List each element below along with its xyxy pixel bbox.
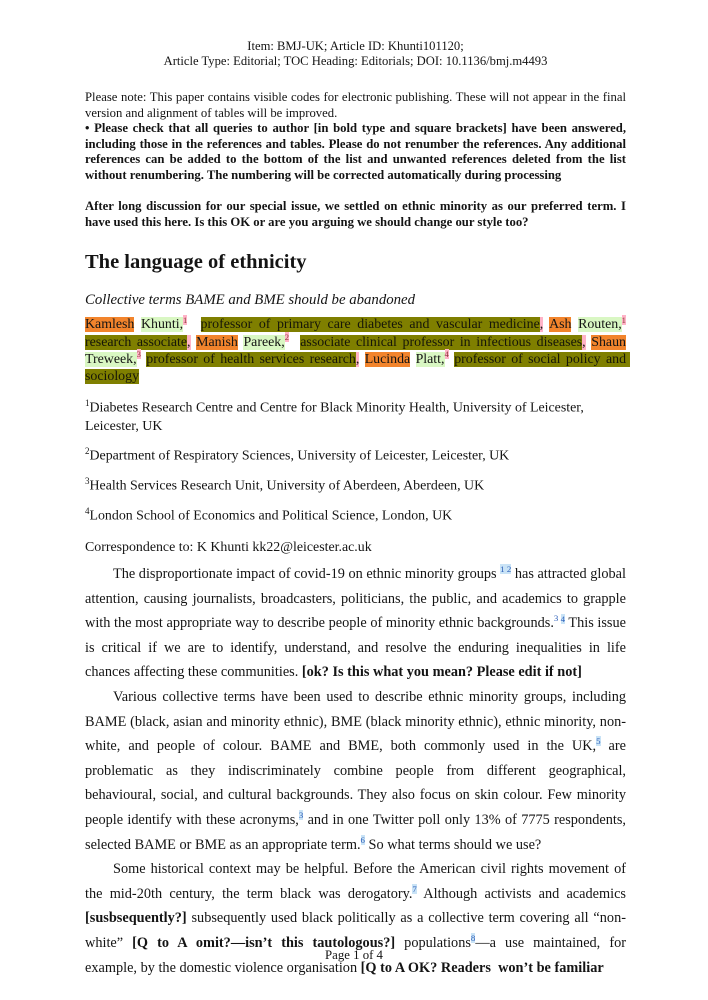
highlighted-text: professor of primary care diabetes and vascular medicine bbox=[200, 317, 540, 333]
highlighted-text: , bbox=[582, 334, 586, 350]
highlighted-text: Khunti, bbox=[140, 317, 184, 333]
highlighted-text: professor of health services research bbox=[146, 352, 356, 367]
text-run: This issue is critical if we are to identify, understand, and resolve the enduring inequalities in life chances affecting these communities. bbox=[85, 615, 630, 681]
text-run: has attracted global attention, causing journalists, broadcasters, politicians, the public, and academics to grapple with the most appropriate way to describe people of minority ethnic backgrounds. bbox=[85, 566, 630, 632]
highlighted-text: research associate bbox=[85, 334, 188, 350]
affiliation-3 bbox=[85, 472, 626, 496]
reference-superscript: 4 bbox=[444, 349, 449, 360]
publisher-note-normal: Please note: This paper contains visible codes for electronic publishing. These will not appear in the final version and alignment of tables will be improved. bbox=[85, 90, 626, 120]
reference-superscript: 3 bbox=[553, 613, 561, 624]
meta-line-1: Item: BMJ-UK; Article ID: Khunti101120; bbox=[247, 39, 464, 53]
text-run: So what terms should we use? bbox=[364, 836, 542, 853]
article-title: The language of ethnicity bbox=[85, 251, 307, 274]
page-number: Page 1 of 4 bbox=[325, 948, 383, 962]
reference-superscript: 7 bbox=[412, 884, 417, 895]
reference-superscript: 4 bbox=[560, 613, 566, 624]
document-content bbox=[85, 0, 630, 980]
document-meta-header bbox=[85, 39, 626, 69]
highlighted-text: Platt, bbox=[415, 352, 445, 367]
highlighted-text: Manish bbox=[196, 334, 238, 350]
correspondence-line: Correspondence to: K Khunti kk22@leicester.ac.uk bbox=[85, 539, 372, 555]
text-run: populations bbox=[395, 935, 471, 951]
reference-superscript: 3 bbox=[136, 349, 141, 360]
highlighted-text: Routen, bbox=[578, 317, 622, 333]
reference-superscript: 1 bbox=[621, 314, 626, 325]
affiliation-4-text: London School of Economics and Political Science, London, UK bbox=[89, 509, 453, 525]
reference-superscript: 6 bbox=[360, 834, 365, 845]
text-run: Some historical context may be helpful. Before the American civil rights movement of the mid-20th century, the term black was derogatory. bbox=[85, 861, 630, 902]
affiliation-4 bbox=[85, 502, 626, 526]
affiliation-2-number: 2 bbox=[85, 446, 90, 457]
author-byline bbox=[85, 314, 630, 385]
reference-superscript: 8 bbox=[470, 933, 476, 944]
highlighted-text: [Q to A omit?—isn’t this tautologous?] bbox=[132, 935, 396, 951]
text-run: are problematic as they indiscriminately combine people from different geographical, behavioural, social, and cultural backgrounds. They also focus on skin colour. Few minority people identify with these acronyms, bbox=[85, 738, 630, 829]
text-run bbox=[626, 317, 629, 332]
affiliation-1 bbox=[85, 394, 626, 437]
affiliation-2-text: Department of Respiratory Sciences, University of Leicester, Leicester, UK bbox=[89, 448, 510, 464]
reference-superscript: 2 bbox=[284, 332, 290, 343]
body-paragraph-1 bbox=[85, 562, 630, 685]
text-run bbox=[289, 335, 300, 350]
highlighted-text: professor of social policy and sociology bbox=[85, 352, 630, 385]
text-run bbox=[187, 317, 200, 332]
highlighted-text: Lucinda bbox=[364, 352, 411, 367]
reference-superscript: 5 bbox=[596, 736, 601, 747]
text-run: Various collective terms have been used to describe ethnic minority groups, including BAME (black, asian and minority ethnic), BME (black minority ethnic), ethnic minority, non-white, and people of colour. BAME and BME, both commonly used in the UK, bbox=[85, 689, 630, 755]
text-run bbox=[134, 317, 141, 332]
text-run: —a use maintained, for example, by the domestic violence organisation bbox=[85, 935, 630, 976]
affiliation-3-number: 3 bbox=[85, 476, 90, 487]
text-run: The disproportionate impact of covid-19 on ethnic minority groups bbox=[113, 566, 501, 583]
body-paragraph-2 bbox=[85, 685, 630, 857]
highlighted-text: Kamlesh bbox=[85, 317, 135, 333]
highlighted-text: Shaun bbox=[591, 334, 626, 350]
text-run bbox=[359, 352, 364, 367]
highlighted-text: , bbox=[539, 317, 544, 333]
publisher-note bbox=[85, 90, 626, 183]
affiliation-3-text: Health Services Research Unit, University of Aberdeen, Aberdeen, UK bbox=[89, 478, 485, 494]
highlighted-text: associate clinical professor in infectious diseases bbox=[300, 334, 583, 350]
affiliation-4-number: 4 bbox=[85, 506, 90, 517]
editor-query-paragraph: After long discussion for our special issue, we settled on ethnic minority as our preferred term. I have used this here. Is this OK or are you arguing we should change our style too? bbox=[85, 199, 626, 229]
publisher-note-bold: • Please check that all queries to author [in bold type and square brackets] have been answered, including those in the references and tables. Please do not renumber the references. Any additional references can be added to the bottom of the list and unwanted references deleted from the list without renumbering. The numbering will be corrected automatically during processing bbox=[85, 121, 626, 182]
text-run: and in one Twitter poll only 13% of 7775 respondents, selected BAME or BME as an appropriate term. bbox=[85, 812, 630, 853]
article-body bbox=[85, 562, 630, 980]
text-run bbox=[626, 335, 629, 350]
reference-superscript: 1 bbox=[183, 314, 188, 325]
highlighted-text: [ok? Is this what you mean? Please edit if not] bbox=[301, 664, 582, 681]
text-run: Although activists and academics bbox=[416, 885, 630, 902]
highlighted-text: , bbox=[187, 334, 191, 350]
text-run bbox=[410, 352, 415, 367]
meta-line-2: Article Type: Editorial; TOC Heading: Editorials; DOI: 10.1136/bmj.m4493 bbox=[163, 54, 548, 69]
highlighted-text: [susbsequently?] bbox=[85, 910, 187, 927]
affiliation-1-text: Diabetes Research Centre and Centre for Black Minority Health, University of Leicester, Leicester, UK bbox=[85, 400, 584, 434]
affiliation-1-number: 1 bbox=[85, 397, 90, 408]
highlighted-text: , bbox=[355, 352, 360, 367]
highlighted-text: Treweek, bbox=[85, 352, 137, 367]
text-run: subsequently used black politically as a collective term covering all “non-white” bbox=[85, 910, 626, 951]
reference-superscript: 1 2 bbox=[500, 564, 512, 575]
article-standfirst: Collective terms BAME and BME should be abandoned bbox=[85, 292, 415, 309]
highlighted-text: Pareek, bbox=[243, 334, 285, 350]
affiliation-2 bbox=[85, 442, 626, 466]
highlighted-text: [Q to A OK? Readers won’t be familiar bbox=[360, 959, 604, 976]
affiliations-block bbox=[85, 394, 626, 527]
highlighted-text: Ash bbox=[549, 317, 572, 333]
reference-superscript: 3 bbox=[298, 810, 304, 821]
